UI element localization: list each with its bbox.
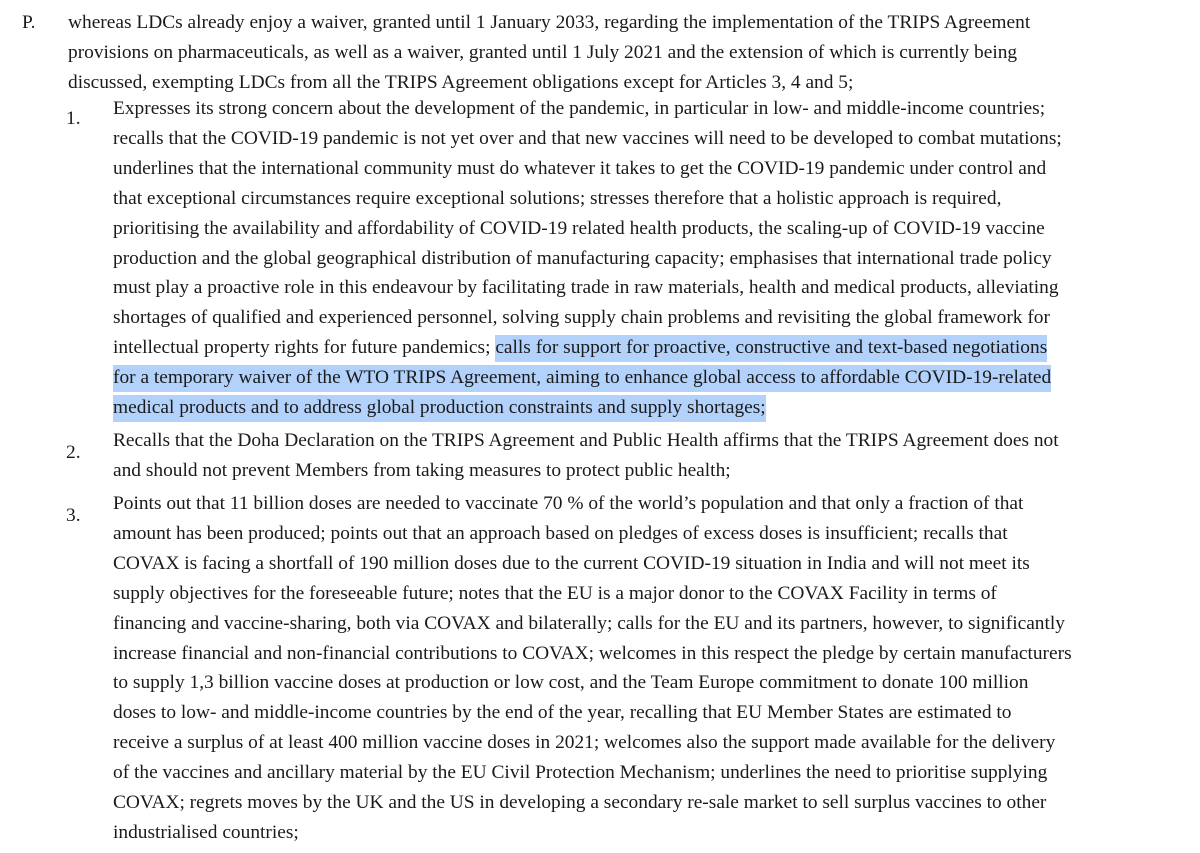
text-line: shortages of qualified and experienced personnel, solving supply chain problems and revisiting the global framework for xyxy=(113,307,1050,329)
text-line: amount has been produced; points out that an approach based on pledges of excess doses is insufficient; recalls that xyxy=(113,522,1008,544)
paragraph-3 xyxy=(66,489,1176,848)
text-line: to supply 1,3 billion vaccine doses at production or low cost, and the Team Europe commitment to donate 100 million xyxy=(113,672,1029,694)
plain-text: intellectual property rights for future pandemics; xyxy=(113,337,496,359)
text-line xyxy=(113,363,1176,393)
selected-text[interactable]: calls for support for proactive, constructive and text-based negotiations xyxy=(495,335,1047,362)
text-line: prioritising the availability and affordability of COVID-19 related health products, the scaling-up of COVID-19 vaccine xyxy=(113,217,1045,239)
selected-text[interactable]: for a temporary waiver of the WTO TRIPS Agreement, aiming to enhance global access to affordable COVID-19-related xyxy=(113,365,1051,392)
text-line: provisions on pharmaceuticals, as well as a waiver, granted until 1 July 2021 and the extension of which is currently being xyxy=(68,41,1018,63)
paragraph-text[interactable] xyxy=(113,94,1176,423)
paragraph-number: 2. xyxy=(66,442,81,463)
text-line: industrialised countries; xyxy=(113,821,299,843)
paragraph-number: 1. xyxy=(66,108,81,129)
text-line: whereas LDCs already enjoy a waiver, granted until 1 January 2033, regarding the implementation of the TRIPS Agreement xyxy=(68,12,1031,33)
text-line: discussed, exempting LDCs from all the TRIPS Agreement obligations except for Articles 3, 4 and 5; xyxy=(68,71,854,93)
text-line: financing and vaccine-sharing, both via COVAX and bilaterally; calls for the EU and its partners, however, to significantly xyxy=(113,612,1065,634)
text-line: production and the global geographical distribution of manufacturing capacity; emphasises that international trade policy xyxy=(113,247,1052,269)
text-line: underlines that the international community must do whatever it takes to get the COVID-19 pandemic under control and xyxy=(113,157,1047,179)
recital-label: P. xyxy=(22,12,36,33)
text-line: that exceptional circumstances require exceptional solutions; stresses therefore that a holistic approach is required, xyxy=(113,187,1002,209)
text-line: receive a surplus of at least 400 million vaccine doses in 2021; welcomes also the support made available for the delivery xyxy=(113,732,1056,754)
text-line: doses to low- and middle-income countries by the end of the year, recalling that EU Member States are estimated to xyxy=(113,702,1012,724)
text-line: must play a proactive role in this endeavour by facilitating trade in raw materials, health and medical products, alleviating xyxy=(113,277,1059,299)
paragraph-text[interactable] xyxy=(113,426,1176,486)
paragraph-1 xyxy=(66,94,1176,423)
text-line: of the vaccines and ancillary material by the EU Civil Protection Mechanism; underlines the need to prioritise supplying xyxy=(113,762,1048,784)
text-line: COVAX is facing a shortfall of 190 million doses due to the current COVID-19 situation in India and will not meet its xyxy=(113,552,1030,574)
text-line: increase financial and non-financial contributions to COVAX; welcomes in this respect the pledge by certain manufacturers xyxy=(113,642,1072,664)
recital-text[interactable] xyxy=(68,8,1182,97)
text-line: and should not prevent Members from taking measures to protect public health; xyxy=(113,459,731,481)
text-line: Expresses its strong concern about the development of the pandemic, in particular in low- and middle-income countries; xyxy=(113,98,1046,119)
selected-text[interactable]: medical products and to address global production constraints and supply shortages; xyxy=(113,395,766,422)
recital-p xyxy=(22,8,1182,97)
paragraph-text[interactable] xyxy=(113,489,1176,848)
text-line: supply objectives for the foreseeable future; notes that the EU is a major donor to the COVAX Facility in terms of xyxy=(113,582,997,604)
text-line: Recalls that the Doha Declaration on the TRIPS Agreement and Public Health affirms that the TRIPS Agreement does not xyxy=(113,430,1059,451)
text-line: COVAX; regrets moves by the UK and the US in developing a secondary re-sale market to sell surplus vaccines to other xyxy=(113,792,1047,814)
text-line-mixed xyxy=(113,333,1176,363)
paragraph-number: 3. xyxy=(66,505,81,526)
paragraph-2 xyxy=(66,426,1176,486)
text-line xyxy=(113,393,1176,423)
text-line: recalls that the COVID-19 pandemic is not yet over and that new vaccines will need to be developed to combat mutations; xyxy=(113,127,1062,149)
text-line: Points out that 11 billion doses are needed to vaccinate 70 % of the world’s population and that only a fraction of that xyxy=(113,493,1024,514)
